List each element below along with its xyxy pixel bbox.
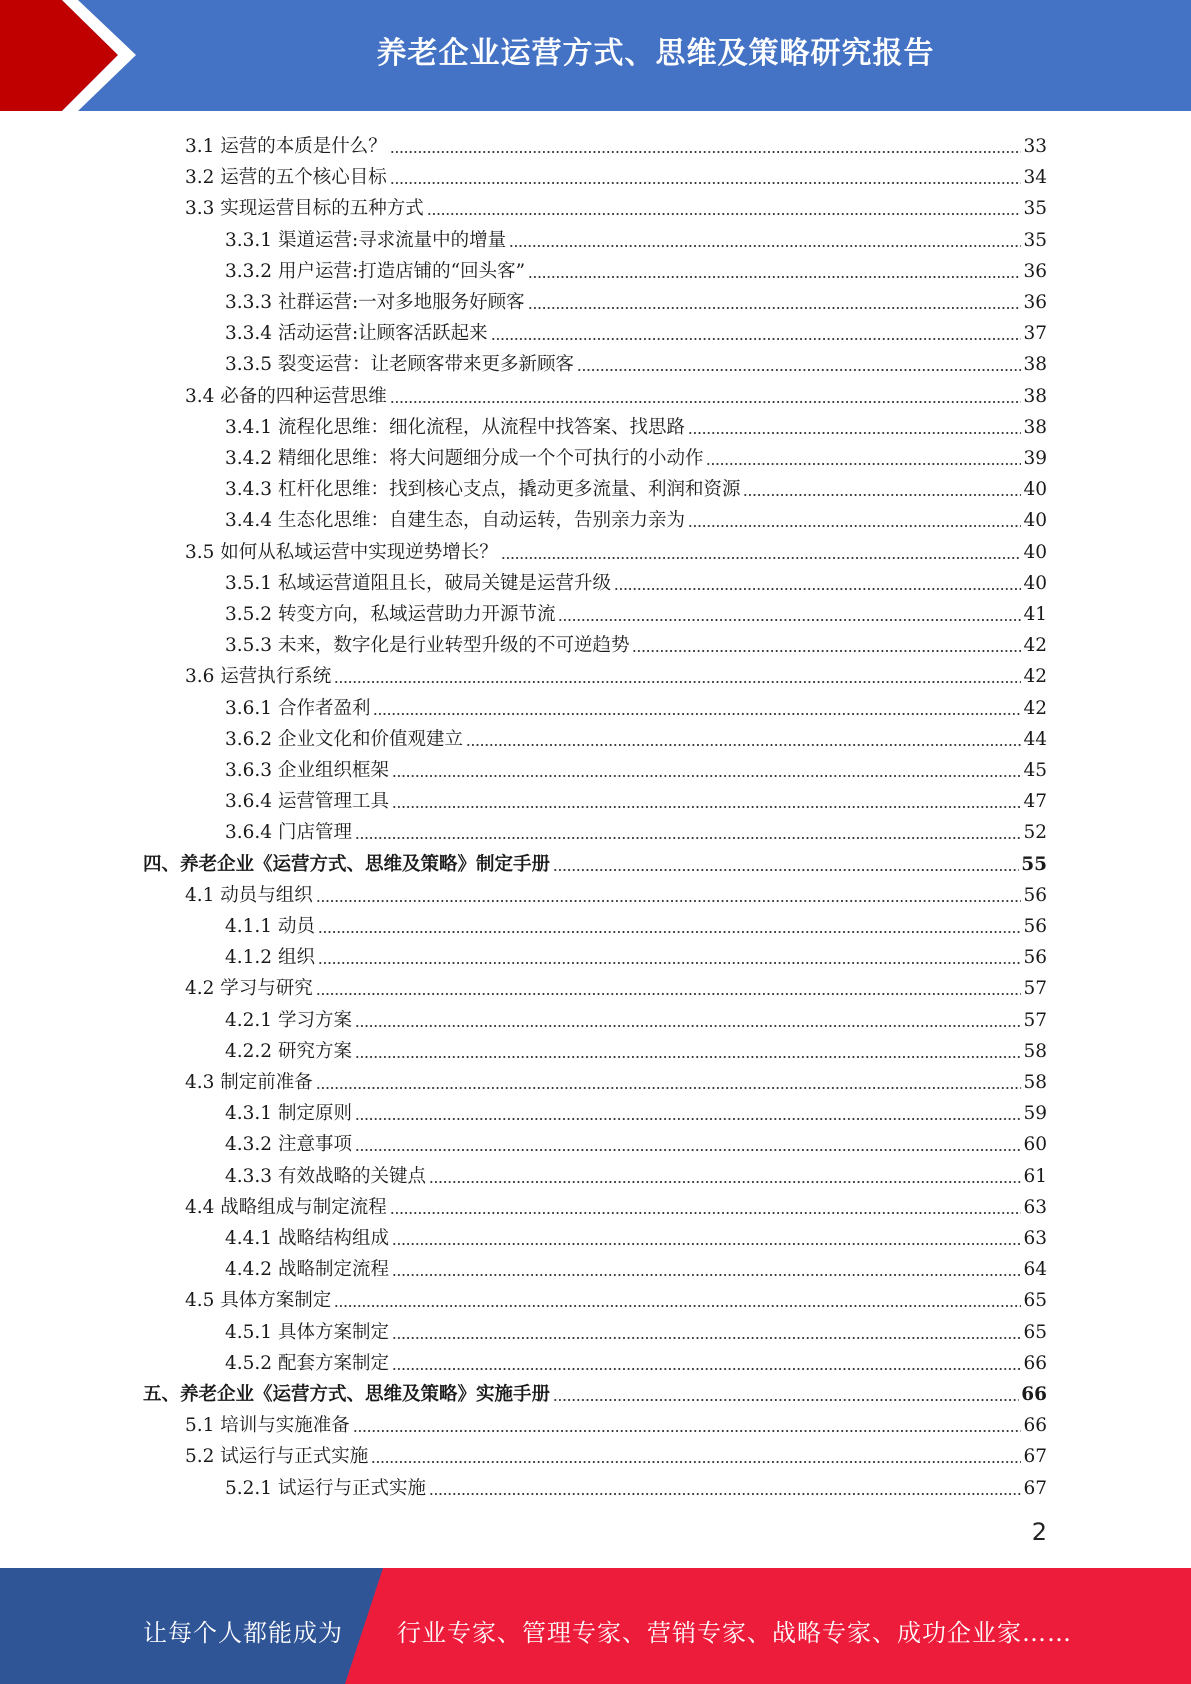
footer-slogan-right: 行业专家、管理专家、营销专家、战略专家、成功企业家…… [397,1619,1072,1647]
toc-entry-label: 3.4.2 精细化思维：将大问题细分成一个个可执行的小动作 [225,448,704,469]
toc-entry-page: 42 [1023,666,1047,688]
page-number: 2 [1031,1518,1047,1546]
toc-entry-label: 3.4.4 生态化思维：自建生态，自动运转，告别亲力亲为 [225,510,685,532]
toc-entry-label: 五、养老企业《运营方式、思维及策略》实施手册 [143,1384,551,1405]
toc-entry[interactable] [225,222,1047,252]
toc-entry-page: 67 [1023,1446,1047,1468]
toc-entry[interactable] [185,970,1047,1000]
toc-entry[interactable] [225,1002,1047,1032]
toc-entry-page: 58 [1023,1072,1047,1093]
toc-entry-page: 63 [1023,1228,1047,1249]
toc-entry[interactable] [185,1189,1047,1219]
toc-leader-dots [318,914,1022,936]
toc-leader-dots [390,1195,1022,1217]
toc-leader-dots [316,976,1022,998]
toc-entry[interactable] [225,1470,1047,1500]
toc-entry[interactable] [225,409,1047,439]
toc-leader-dots [706,446,1021,468]
toc-entry-label: 4.5 具体方案制定 [185,1290,332,1312]
toc-entry[interactable] [185,534,1047,564]
toc-entry-label: 3.6.4 运营管理工具 [225,791,389,813]
toc-leader-dots [390,384,1022,406]
toc-leader-dots [558,602,1021,624]
toc-entry-label: 3.5.3 未来，数字化是行业转型升级的不可逆趋势 [225,635,630,657]
toc-entry-page: 34 [1023,167,1047,189]
toc-leader-dots [466,727,1021,749]
toc-entry-page: 38 [1023,354,1047,376]
toc-leader-dots [553,1382,1019,1404]
toc-entry-page: 35 [1023,198,1047,220]
toc-entry-label: 3.4.1 流程化思维：细化流程，从流程中找答案、找思路 [225,416,685,438]
toc-entry-page: 67 [1023,1477,1047,1499]
toc-entry[interactable] [225,253,1047,283]
toc-entry-page: 36 [1023,260,1047,282]
toc-leader-dots [334,664,1021,686]
toc-entry-label: 4.2.2 研究方案 [225,1040,352,1062]
toc-leader-dots [316,1070,1022,1092]
toc-leader-dots [373,696,1021,718]
toc-entry-page: 38 [1023,416,1047,438]
toc-entry-label: 4.1.2 组织 [225,947,315,969]
toc-leader-dots [355,1039,1022,1061]
toc-entry[interactable] [225,1220,1047,1250]
page-header [0,0,1191,111]
toc-entry-label: 4.5.1 具体方案制定 [225,1321,389,1343]
toc-entry[interactable] [185,1064,1047,1094]
toc-entry[interactable] [185,877,1047,907]
toc-entry-page: 40 [1023,541,1047,563]
toc-leader-dots [688,415,1021,437]
toc-entry-page: 47 [1023,791,1047,813]
toc-entry[interactable] [225,315,1047,345]
toc-leader-dots [355,1132,1022,1154]
toc-entry-label: 3.6.2 企业文化和价值观建立 [225,728,463,750]
toc-entry-label: 4.3.3 有效战略的关键点 [225,1165,426,1187]
toc-entry-page: 42 [1023,697,1047,719]
toc-entry[interactable] [225,939,1047,969]
toc-entry[interactable] [143,846,1047,876]
toc-entry-page: 65 [1023,1321,1047,1343]
toc-entry-label: 四、养老企业《运营方式、思维及策略》制定手册 [143,853,551,875]
toc-leader-dots [491,321,1022,343]
report-title: 养老企业运营方式、思维及策略研究报告 [376,36,935,71]
toc-entry-label: 4.4.2 战略制定流程 [225,1259,389,1281]
toc-entry-page: 63 [1023,1196,1047,1218]
toc-leader-dots [371,1444,1021,1466]
toc-entry-page: 42 [1023,635,1047,657]
toc-entry-label: 3.3.2 用户运营:打造店铺的“回头客” [225,260,526,282]
toc-entry[interactable] [185,658,1047,688]
toc-entry-page: 57 [1023,978,1047,1000]
toc-entry-label: 4.3 制定前准备 [185,1072,313,1093]
toc-leader-dots [528,259,1021,281]
toc-entry-page: 60 [1023,1134,1047,1156]
toc-entry[interactable] [185,1438,1047,1468]
toc-entry-label: 4.1 动员与组织 [185,884,313,906]
toc-entry-page: 61 [1023,1165,1047,1187]
toc-entry[interactable] [225,1345,1047,1375]
toc-entry-page: 40 [1023,479,1047,501]
toc-entry[interactable] [225,783,1047,813]
toc-entry-page: 56 [1023,916,1047,937]
toc-entry-label: 3.3.4 活动运营:让顾客活跃起来 [225,323,488,345]
toc-entry-label: 5.1 培训与实施准备 [185,1415,350,1437]
toc-leader-dots [392,1226,1021,1248]
footer-slogan-left: 让每个人都能成为 [143,1619,343,1647]
toc-entry-label: 4.4 战略组成与制定流程 [185,1196,387,1218]
toc-entry-label: 3.5 如何从私域运营中实现逆势增长？ [185,541,498,563]
toc-entry[interactable] [225,627,1047,657]
toc-entry-label: 3.2 运营的五个核心目标 [185,167,387,189]
toc-leader-dots [392,789,1021,811]
toc-entry-label: 3.6.1 合作者盈利 [225,697,371,719]
toc-entry-page: 56 [1023,947,1047,969]
toc-entry-page: 66 [1023,1415,1047,1437]
toc-entry-label: 4.2.1 学习方案 [225,1009,352,1031]
toc-entry-page: 52 [1023,822,1047,844]
toc-leader-dots [318,945,1022,967]
toc-entry[interactable] [225,1314,1047,1344]
toc-entry-label: 4.3.2 注意事项 [225,1134,352,1156]
toc-entry-label: 3.3.3 社群运营:一对多地服务好顾客 [225,292,525,313]
toc-entry[interactable] [185,159,1047,189]
toc-entry-page: 64 [1023,1259,1047,1281]
toc-leader-dots [553,852,1019,874]
toc-entry-page: 66 [1023,1352,1047,1374]
toc-entry[interactable] [143,1376,1047,1406]
toc-entry[interactable] [225,440,1047,470]
toc-entry[interactable] [185,128,1047,158]
toc-entry-label: 3.5.2 转变方向，私域运营助力开源节流 [225,604,556,625]
toc-leader-dots [334,1288,1021,1310]
toc-leader-dots [429,1164,1021,1186]
toc-leader-dots [743,477,1021,499]
toc-entry-page: 41 [1023,604,1047,625]
toc-entry[interactable] [185,1282,1047,1312]
toc-entry[interactable] [185,1407,1047,1437]
toc-entry-label: 3.1 运营的本质是什么？ [185,136,387,157]
toc-entry[interactable] [225,346,1047,376]
toc-leader-dots [427,196,1022,218]
toc-entry-page: 65 [1023,1290,1047,1312]
toc-entry[interactable] [225,1033,1047,1063]
toc-leader-dots [392,758,1021,780]
toc-leader-dots [355,820,1022,842]
toc-entry-page: 57 [1023,1009,1047,1031]
toc-entry[interactable] [225,1126,1047,1156]
toc-entry-page: 38 [1023,385,1047,407]
toc-entry-label: 5.2 试运行与正式实施 [185,1446,369,1468]
toc-entry-page: 56 [1023,884,1047,906]
toc-entry-page: 59 [1023,1103,1047,1125]
toc-entry-page: 44 [1023,728,1047,750]
toc-entry[interactable] [225,1095,1047,1125]
toc-entry-page: 40 [1023,510,1047,532]
toc-entry[interactable] [225,596,1047,626]
toc-entry[interactable] [225,502,1047,532]
toc-entry[interactable] [225,814,1047,844]
toc-leader-dots [632,633,1021,655]
toc-entry[interactable] [225,908,1047,938]
toc-leader-dots [509,228,1021,250]
toc-entry-page: 39 [1023,448,1047,469]
toc-entry[interactable] [225,690,1047,720]
toc-entry[interactable] [185,190,1047,220]
toc-entry[interactable] [225,565,1047,595]
toc-entry-label: 3.5.1 私域运营道阻且长，破局关键是运营升级 [225,572,611,594]
toc-leader-dots [353,1413,1022,1435]
toc-entry-label: 4.4.1 战略结构组成 [225,1228,389,1249]
toc-entry-page: 40 [1023,572,1047,594]
toc-entry-label: 3.3.1 渠道运营:寻求流量中的增量 [225,229,507,251]
toc-leader-dots [355,1008,1022,1030]
toc-entry-label: 3.6.4 门店管理 [225,822,352,844]
toc-entry[interactable] [185,378,1047,408]
toc-entry-page: 37 [1023,323,1047,345]
toc-entry-label: 3.3 实现运营目标的五种方式 [185,198,424,220]
toc-entry-page: 35 [1023,229,1047,251]
toc-entry-label: 4.1.1 动员 [225,916,315,937]
toc-leader-dots [390,134,1022,156]
toc-leader-dots [614,571,1021,593]
toc-entry-page: 33 [1023,136,1047,157]
toc-leader-dots [688,508,1021,530]
toc-entry-label: 3.6.3 企业组织框架 [225,760,389,781]
toc-leader-dots [392,1257,1021,1279]
toc-entry-page: 66 [1021,1384,1047,1405]
toc-entry-label: 3.3.5 裂变运营：让老顾客带来更多新顾客 [225,354,574,376]
toc-leader-dots [577,352,1021,374]
toc-leader-dots [316,883,1022,905]
page-footer [0,1568,1191,1684]
toc-entry-label: 3.4 必备的四种运营思维 [185,385,387,407]
toc-entry-label: 4.2 学习与研究 [185,978,313,1000]
toc-entry-label: 4.5.2 配套方案制定 [225,1352,389,1374]
toc-entry-page: 45 [1023,760,1047,781]
toc-leader-dots [392,1351,1021,1373]
toc-entry-page: 58 [1023,1040,1047,1062]
toc-entry[interactable] [225,284,1047,314]
toc-entry-label: 3.4.3 杠杆化思维：找到核心支点，撬动更多流量、利润和资源 [225,479,741,501]
toc-leader-dots [355,1101,1022,1123]
toc-leader-dots [501,540,1022,562]
toc-entry-label: 3.6 运营执行系统 [185,666,332,688]
toc-leader-dots [528,290,1022,312]
toc-entry-label: 5.2.1 试运行与正式实施 [225,1477,426,1499]
toc-leader-dots [390,165,1022,187]
toc-entry[interactable] [225,1251,1047,1281]
toc-entry-label: 4.3.1 制定原则 [225,1103,352,1125]
toc-entry[interactable] [225,721,1047,751]
toc-entry[interactable] [225,471,1047,501]
toc-leader-dots [392,1320,1021,1342]
toc-leader-dots [429,1476,1021,1498]
toc-entry-page: 36 [1023,292,1047,313]
toc-entry[interactable] [225,1158,1047,1188]
toc-entry-page: 55 [1021,853,1047,875]
toc-entry[interactable] [225,752,1047,782]
